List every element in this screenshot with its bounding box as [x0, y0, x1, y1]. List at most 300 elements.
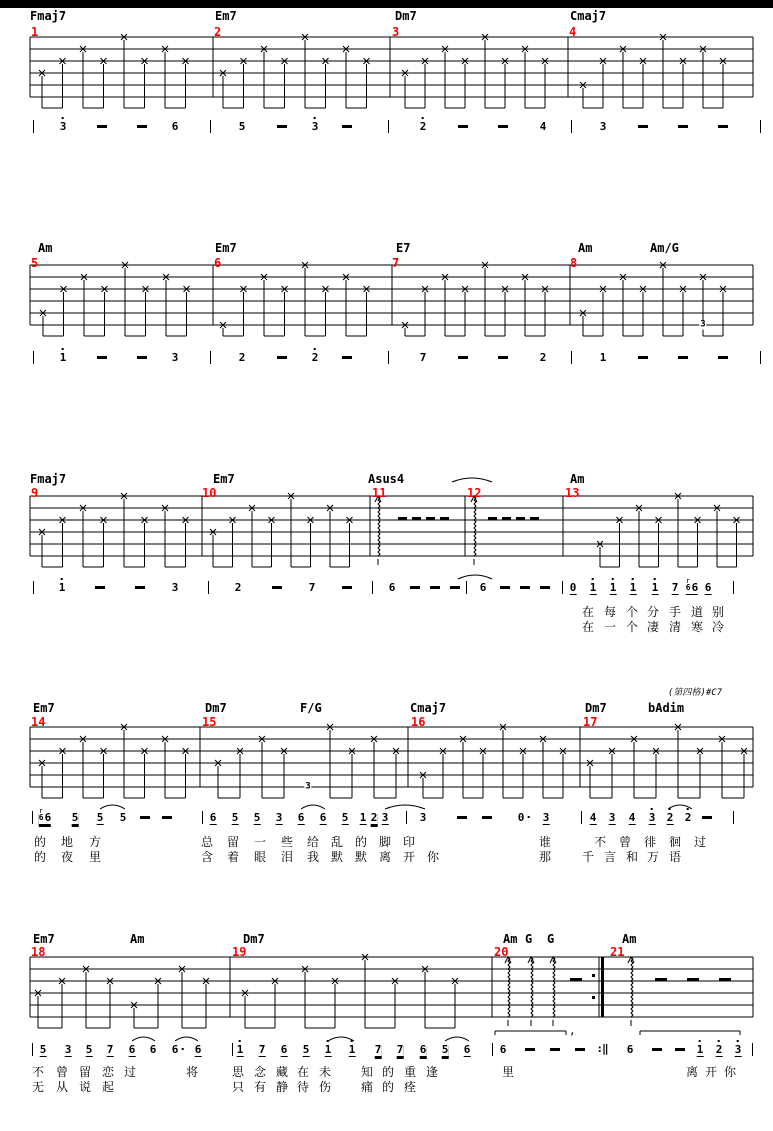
melody-barline [760, 120, 761, 133]
note-digit: 3 [275, 811, 283, 824]
melody-note [360, 812, 367, 825]
melody-barline [571, 351, 572, 364]
melody-dash [457, 816, 467, 819]
note-digit: 7 [258, 1043, 266, 1056]
melody-barline [466, 581, 467, 594]
melody-dash [638, 125, 648, 128]
lyric-char: 不 [31, 1065, 45, 1079]
melody-note [685, 577, 699, 595]
melody-note [590, 582, 597, 595]
fret-number: 3 [305, 781, 311, 792]
measure-number: 1 [31, 25, 39, 39]
note-digit: 2 [539, 351, 547, 364]
melody-note [697, 1044, 704, 1057]
lyric-char: 你 [723, 1065, 737, 1079]
melody-barline [372, 581, 373, 594]
note-digit: 6 [626, 1043, 634, 1056]
lyric-char: 在 [581, 605, 595, 619]
note-digit: 3 [59, 120, 67, 133]
note-digit: 4 [589, 811, 597, 824]
lyric-char: 默 [354, 850, 368, 864]
melody-barline [492, 1043, 493, 1056]
lyric-char: 你 [426, 850, 440, 864]
lyric-char: 的 [381, 1080, 395, 1094]
melody-note [107, 1044, 114, 1057]
note-digit: 6 [171, 120, 179, 133]
melody-note [172, 352, 179, 363]
melody-note [239, 352, 246, 363]
lyric-char: 一 [253, 835, 267, 849]
lyric-char: 待 [296, 1080, 310, 1094]
measure-number: 18 [31, 945, 46, 959]
melody-dash [277, 356, 287, 359]
note-digit: 1 [348, 1043, 356, 1056]
chord-label: Em7 [213, 472, 235, 486]
lyric-char: 曾 [618, 835, 632, 849]
measure-number: 11 [372, 486, 387, 500]
melody-barline [760, 351, 761, 364]
note-digit: 1 [651, 581, 659, 594]
note-digit: 1 [59, 351, 67, 364]
lyric-char: 印 [402, 835, 416, 849]
lyric-char: 在 [296, 1065, 310, 1079]
note-digit: 6 [499, 1043, 507, 1056]
melody-dash [430, 586, 440, 589]
lyric-char: 过 [693, 835, 707, 849]
melody-note [232, 812, 239, 825]
lyric-char: 里 [501, 1065, 515, 1079]
lyric-char: 千 [581, 850, 595, 864]
note-digit: 3 [648, 811, 656, 824]
lyric-char: 开 [402, 850, 416, 864]
lyric-char: 别 [711, 605, 725, 619]
note-digit: 2 [370, 811, 378, 824]
melody-dash [500, 586, 510, 589]
chord-label: Cmaj7 [570, 9, 607, 23]
melody-dash [482, 816, 492, 819]
chord-label: Am [570, 472, 585, 486]
note-digit: 6 [171, 1043, 179, 1056]
lyric-char: 的 [33, 835, 47, 849]
melody-note [442, 1044, 449, 1057]
melody-dash [97, 125, 107, 128]
lyric-char: 有 [253, 1080, 267, 1094]
note-digit: 1 [58, 581, 66, 594]
melody-barline [571, 120, 572, 133]
lyric-char: 乱 [330, 835, 344, 849]
note-digit: 6 [388, 581, 396, 594]
melody-note [38, 807, 52, 825]
lyric-char: 开 [704, 1065, 718, 1079]
melody-note [600, 121, 607, 132]
melody-dash [458, 356, 468, 359]
note-digit: 7 [396, 1043, 404, 1056]
note-digit: 6 [209, 811, 217, 824]
lyric-char: 徘 [643, 835, 657, 849]
melody-note [172, 121, 179, 132]
lyric-char: 总 [200, 835, 214, 849]
note-digit: 1 [629, 581, 637, 594]
melody-note [630, 582, 637, 595]
melody-note [716, 1044, 723, 1057]
lyric-char: 从 [55, 1080, 69, 1094]
lyric-char: 恋 [101, 1065, 115, 1079]
melody-barline [32, 1043, 33, 1056]
melody-barline [210, 351, 211, 364]
lyric-char: 言 [603, 850, 617, 864]
note-digit: 6 [704, 581, 712, 594]
chord-label: Am [130, 932, 145, 946]
lyric-char: 夜 [60, 850, 74, 864]
melody-note [649, 812, 656, 825]
melody-barline [33, 351, 34, 364]
melody-barline [202, 811, 203, 824]
note-digit: 7 [106, 1043, 114, 1056]
melody-note [540, 121, 547, 132]
melody-note [397, 1044, 404, 1057]
lyric-char: 留 [226, 835, 240, 849]
note-digit: 3 [311, 120, 319, 133]
lyric-char: 起 [101, 1080, 115, 1094]
lyric-char: 里 [88, 850, 102, 864]
melody-dash [498, 356, 508, 359]
note-digit: 6 [319, 811, 327, 824]
grace-note: r 6 [38, 807, 44, 822]
note-digit: 6 [419, 1043, 427, 1056]
melody-dash [97, 356, 107, 359]
melody-note [342, 812, 349, 825]
note-digit: 3 [419, 811, 427, 824]
melody-note [276, 812, 283, 825]
note-digit: 7 [419, 351, 427, 364]
lyric-char: 一 [603, 620, 617, 634]
lyric-char: 那 [538, 850, 552, 864]
note-digit: 6 [297, 811, 305, 824]
melody-note [40, 1044, 47, 1057]
lyric-char: 谁 [538, 835, 552, 849]
lyric-char: 藏 [275, 1065, 289, 1079]
melody-note [667, 812, 674, 825]
melody-note [570, 582, 577, 595]
phrase-comma: , [569, 1024, 576, 1037]
measure-number: 17 [583, 715, 598, 729]
lyric-char: 的 [354, 835, 368, 849]
melody-barline [406, 811, 407, 824]
lyric-char: 念 [253, 1065, 267, 1079]
melody-note [349, 1044, 356, 1057]
melody-note [420, 121, 427, 132]
lyric-char: 伤 [318, 1080, 332, 1094]
note-digit: 1 [236, 1043, 244, 1056]
melody-dash [678, 356, 688, 359]
melody-note [309, 582, 316, 593]
melody-barline [208, 581, 209, 594]
note-digit: 5 [238, 120, 246, 133]
chord-label: Em7 [33, 701, 55, 715]
note-digit: 5 [39, 1043, 47, 1056]
lyric-char: 说 [78, 1080, 92, 1094]
measure-number: 12 [467, 486, 482, 500]
melody-note [298, 812, 305, 825]
grace-note: r 6 [685, 577, 691, 592]
melody-barline [388, 351, 389, 364]
melody-note [129, 1044, 136, 1057]
melody-note [239, 121, 246, 132]
lyric-char: 静 [275, 1080, 289, 1094]
note-digit: 6 [463, 1043, 471, 1056]
chord-label: E7 [396, 241, 411, 255]
note-digit: 0 [517, 811, 525, 824]
melody-note [480, 582, 487, 593]
lyric-char: 只 [231, 1080, 245, 1094]
measure-number: 5 [31, 256, 39, 270]
melody-note [685, 812, 692, 823]
melody-dash [342, 356, 352, 359]
measure-number: 4 [569, 25, 577, 39]
chord-label: Dm7 [395, 9, 417, 23]
lyric-char: 眼 [253, 850, 267, 864]
measure-number: 21 [610, 945, 625, 959]
melody-dash [520, 586, 530, 589]
note-digit: 5 [253, 811, 261, 824]
lyric-char: 手 [668, 605, 682, 619]
chord-label: Asus4 [368, 472, 405, 486]
note-digit: 7 [374, 1043, 382, 1056]
note-digit: 6 [128, 1043, 136, 1056]
measure-number: 8 [570, 256, 578, 270]
lyric-char: 我 [306, 850, 320, 864]
lyric-char: 着 [226, 850, 240, 864]
melody-dash [137, 356, 147, 359]
melody-note [150, 1044, 157, 1055]
lyric-char: 和 [625, 850, 639, 864]
note-digit: 2 [666, 811, 674, 824]
melody-note [237, 1044, 244, 1057]
chord-label: Dm7 [585, 701, 607, 715]
melody-dash [272, 586, 282, 589]
melody-note [420, 812, 427, 823]
note-digit: 3 [608, 811, 616, 824]
chord-label: Am/G [650, 241, 679, 255]
melody-dash [458, 125, 468, 128]
lyric-char: 含 [200, 850, 214, 864]
chord-label: Am [38, 241, 53, 255]
melody-note [705, 582, 712, 595]
measure-number: 20 [494, 945, 509, 959]
lyric-char: 过 [123, 1065, 137, 1079]
note-digit: 5 [441, 1043, 449, 1056]
melody-dash [342, 586, 352, 589]
measure-number: 13 [565, 486, 580, 500]
melody-barline [733, 581, 734, 594]
fret-number: 3 [700, 319, 706, 330]
lyric-char: 道 [690, 605, 704, 619]
measure-number: 10 [202, 486, 217, 500]
melody-note [382, 812, 389, 825]
lyric-char: 每 [603, 605, 617, 619]
melody-dash [137, 125, 147, 128]
melody-dash [498, 125, 508, 128]
melody-dash [550, 1048, 560, 1051]
chord-label: bAdim [648, 701, 685, 715]
note-digit: 6 [280, 1043, 288, 1056]
melody-dash [277, 125, 287, 128]
melody-barline [581, 811, 582, 824]
melody-dash [410, 586, 420, 589]
melody-dash [95, 586, 105, 589]
lyric-char: 清 [668, 620, 682, 634]
melody-note [59, 582, 66, 593]
chord-label: Am [622, 932, 637, 946]
lyric-char: 的 [33, 850, 47, 864]
melody-note [254, 812, 261, 825]
melody-note [610, 582, 617, 595]
note-digit: 3 [734, 1043, 742, 1056]
note-digit: 2 [684, 811, 692, 824]
lyric-char: 重 [403, 1065, 417, 1079]
measure-number: 6 [214, 256, 222, 270]
note-digit: 5 [302, 1043, 310, 1056]
melody-note [320, 812, 327, 825]
lyric-char: 未 [318, 1065, 332, 1079]
note-digit: 3 [542, 811, 550, 824]
melody-dash [342, 125, 352, 128]
lyric-char: 徊 [668, 835, 682, 849]
melody-note [60, 352, 67, 363]
lyric-char: 脚 [378, 835, 392, 849]
note-digit: 2 [715, 1043, 723, 1056]
melody-note [627, 1044, 634, 1055]
note-digit: 2 [238, 351, 246, 364]
note-digit: 1 [609, 581, 617, 594]
melody-dash [638, 356, 648, 359]
chord-label: Dm7 [243, 932, 265, 946]
melody-dash [702, 816, 712, 819]
melody-barline [232, 1043, 233, 1056]
lyric-char: 默 [330, 850, 344, 864]
note-digit: 5 [85, 1043, 93, 1056]
melody-note [86, 1044, 93, 1057]
note-digit: 3 [171, 351, 179, 364]
lyric-char: 分 [646, 605, 660, 619]
melody-note [281, 1044, 288, 1057]
note-digit: 5 [71, 811, 79, 824]
note-digit: 1 [589, 581, 597, 594]
lyric-char: 不 [593, 835, 607, 849]
melody-dash [678, 125, 688, 128]
melody-note [60, 121, 67, 132]
measure-number: 9 [31, 486, 39, 500]
melody-note [65, 1044, 72, 1057]
note-digit: 0 [569, 581, 577, 594]
lyric-char: 泪 [280, 850, 294, 864]
lyric-char: 些 [280, 835, 294, 849]
position-annotation: (第四格)#C7 [668, 688, 723, 698]
chord-label: Am [578, 241, 593, 255]
melody-note [518, 812, 525, 823]
repeat-sign-text: :‖ [596, 1042, 608, 1055]
chord-label: Dm7 [205, 701, 227, 715]
note-digit: 7 [671, 581, 679, 594]
melody-note [590, 812, 597, 825]
measure-number: 7 [392, 256, 400, 270]
measure-number: 2 [214, 25, 222, 39]
melody-barline [388, 120, 389, 133]
melody-note [120, 812, 127, 823]
measure-number: 3 [392, 25, 400, 39]
melody-dash [450, 586, 460, 589]
lyric-char: 逢 [425, 1065, 439, 1079]
note-digit: 1 [324, 1043, 332, 1056]
lyric-char: 思 [231, 1065, 245, 1079]
lyric-char: 痊 [403, 1080, 417, 1094]
melody-note [371, 812, 378, 825]
chord-label: G [547, 932, 555, 946]
melody-dash [140, 816, 150, 819]
note-digit: 4 [539, 120, 547, 133]
melody-note [464, 1044, 471, 1057]
note-digit: 6 [149, 1043, 157, 1056]
lyric-char: 寒 [690, 620, 704, 634]
lyric-char: 知 [360, 1065, 374, 1079]
measure-number: 14 [31, 715, 46, 729]
lyric-char: 在 [581, 620, 595, 634]
lyric-char: 语 [668, 850, 682, 864]
chord-label: Em7 [33, 932, 55, 946]
chord-label: Em7 [215, 241, 237, 255]
lyric-char: 的 [381, 1065, 395, 1079]
melody-note [540, 352, 547, 363]
melody-dash [718, 125, 728, 128]
lyric-char: 方 [88, 835, 102, 849]
melody-note [325, 1044, 332, 1057]
note-digit: 2 [311, 351, 319, 364]
melody-barline [32, 811, 33, 824]
chord-label: Cmaj7 [410, 701, 447, 715]
measure-number: 16 [411, 715, 426, 729]
melody-note [500, 1044, 507, 1055]
melody-note [629, 812, 636, 825]
lyric-char: 个 [625, 605, 639, 619]
melody-barline [33, 581, 34, 594]
note-digit: 1 [696, 1043, 704, 1056]
chord-label: Fmaj7 [30, 472, 67, 486]
lyric-char: 冷 [711, 620, 725, 634]
chord-label: Am [503, 932, 518, 946]
lyric-char: 离 [378, 850, 392, 864]
melody-dash [162, 816, 172, 819]
melody-barline [33, 120, 34, 133]
melody-barline [210, 120, 211, 133]
melody-note [312, 121, 319, 132]
note-digit: 5 [119, 811, 127, 824]
melody-barline [733, 811, 734, 824]
note-digit: 2 [234, 581, 242, 594]
melody-dash [675, 1048, 685, 1051]
note-digit: 5 [96, 811, 104, 824]
melody-note [303, 1044, 310, 1057]
lyric-char: 离 [685, 1065, 699, 1079]
melody-dash [135, 586, 145, 589]
melody-note [600, 352, 607, 363]
melody-note [235, 582, 242, 593]
lyric-char: 凄 [646, 620, 660, 634]
melody-dash [525, 1048, 535, 1051]
melody-note [420, 352, 427, 363]
melody-dash [540, 586, 550, 589]
melody-note [375, 1044, 382, 1057]
lyric-char: 留 [78, 1065, 92, 1079]
